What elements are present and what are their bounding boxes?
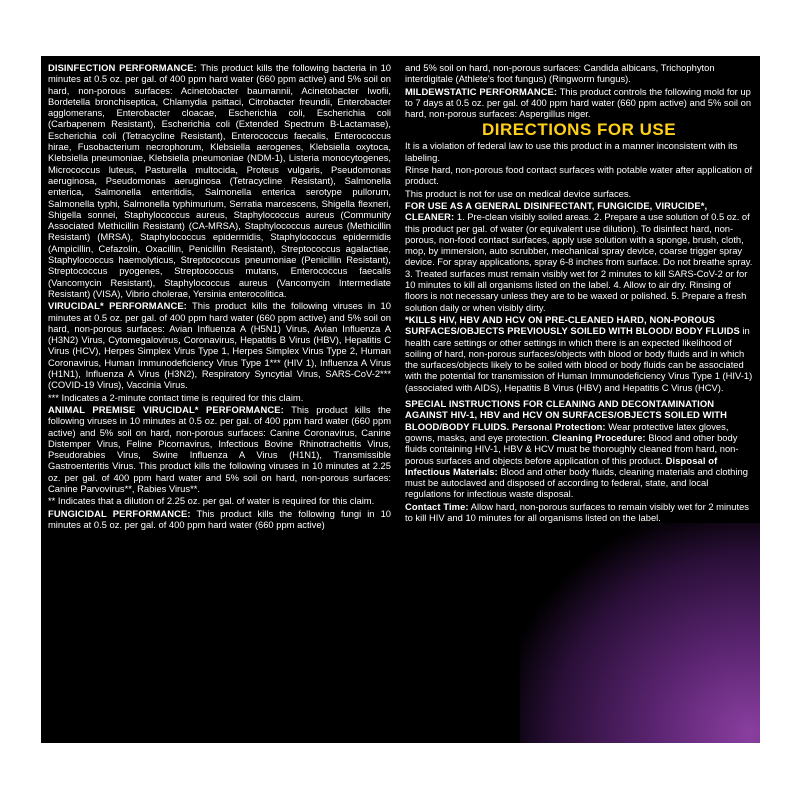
contact-time-text: Allow hard, non-porous surfaces to remain visibly wet for 2 minutes to kill HIV and 10 minutes for all organisms listed on the label. (405, 500, 749, 523)
mildewstatic-text: This product controls the following mold for up to 7 days at 0.5 oz. per gal. of 400 ppm hard water (660 ppm active) and 5% soil on hard, non-porous surfaces: Aspergillus niger. (405, 85, 752, 120)
hiv-claim-section (405, 314, 753, 393)
cleaning-procedure-heading: Cleaning Procedure: (549, 431, 646, 443)
contact-time-section (405, 501, 753, 524)
special-instructions-heading: SPECIAL INSTRUCTIONS FOR CLEANING AND DECONTAMINATION AGAINST HIV-1, HBV and HCV ON SURFACES/OBJECTS SOILED WITH BLOOD/BODY FLUIDS. (405, 398, 727, 432)
virucidal-section (48, 300, 391, 390)
personal-protection-text: Wear protective latex gloves, gowns, masks, and eye protection. (405, 420, 729, 443)
mildewstatic-section (405, 86, 753, 120)
disposal-heading: Disposal of Infectious Materials: (405, 454, 718, 477)
general-use-section (405, 200, 753, 313)
fungicidal-section (48, 508, 391, 531)
virucidal-heading: VIRUCIDAL* PERFORMANCE: (48, 300, 187, 312)
disinfection-text: This product kills the following bacteria in 10 minutes at 0.5 oz. per gal. of 400 ppm hard water (660 ppm active) and 5% soil on hard, non-porous surfaces: Acinetobacter baumannii, Acinetobacter lwofii, Bordetella bronchiseptica, Chlamydia psittaci, Citrobacter freundii, Enterobacter agglomerans, Enterobacter cloacae, Escherichia coli, Escherichia coli (Carbapenem Resistant), Escherichia coli (Extended Spectrum B-Lactamase), Escherichia coli (Tetracycline Resistant), Enterococcus faecalis, Enterococcus hirae, Fusobacterium necrophorum, Klebsiella aerogenes, Klebsiella oxytoca, Klebsiella pneumoniae, Klebsiella pneumoniae (NDM-1), Listeria monocytogenes, Micrococcus luteus, Pasturella multocida, Proteus vulgaris, Pseudomonas aeruginosa, Pseudomonas aeruginosa (Tetracycline Resistant), Salmonella enterica, Salmonella enteritidis, Salmonella enterica serotype pullorum, Salmonella typhi, Salmonella typhimurium, Serratia marcescens, Shigella flexneri, Shigella sonnei, Staphylococcus aureus, Staphylococcus aureus (Community Associated Methicillin Resistant) (CA-MRSA), Staphylococcus aureus (Methicillin Resistant) (MRSA), Staphylococcus epidermidis, Staphylococcus epidermidis (Ampicillin, Cefazolin, Oxacillin, Penicillin Resistant), Streptococcus agalactiae, Staphylococcus haemolyticus, Streptococcus pneumoniae (Penicillin Resistant), Streptococcus pyogenes, Streptococcus mutans, Enterococcus faecalis (Vancomycin Resistant), Staphylococcus aureus (Vancomycin Intermediate Resistant) (VISA), Vibrio cholerae, Yersinia enterocolitica. (48, 62, 391, 299)
animal-premise-text: This product kills the following viruses in 10 minutes at 0.5 oz. per gal. of 400 ppm hard water (660 ppm active) and 5% soil on hard, non-porous surfaces: Canine Coronavirus, Canine Distemper Virus, Feline Picornavirus, Infectious Bovine Rhinotracheitis Virus, Pseudorabies Virus, Swine Influenza A Virus (H1N1), Transmissible Gastroenteritis Virus. This product kills the following viruses in 10 minutes at 2.25 oz. per gal. of 400 ppm hard water and 5% soil on hard, non-porous surfaces: Canine Parvovirus**, Rabies Virus**. (48, 403, 392, 494)
personal-protection-heading: Personal Protection: (509, 420, 606, 432)
general-use-heading: FOR USE AS A GENERAL DISINFECTANT, FUNGICIDE, VIRUCIDE*, CLEANER: (405, 199, 708, 223)
virucidal-note: *** Indicates a 2-minute contact time is required for this claim. (48, 391, 304, 403)
rinse-instruction: Rinse hard, non-porous food contact surfaces with potable water after application of product. (405, 164, 753, 187)
fungicidal-heading: FUNGICIDAL PERFORMANCE: (48, 507, 191, 519)
animal-premise-note: ** Indicates that a dilution of 2.25 oz. per gal. of water is required for this claim. (48, 495, 375, 507)
special-instructions-section (405, 398, 753, 500)
contact-time-heading: Contact Time: (405, 500, 469, 512)
medical-device-notice: This product is not for use on medical device surfaces. (405, 187, 632, 199)
mildewstatic-heading: MILDEWSTATIC PERFORMANCE: (405, 85, 558, 97)
federal-law-notice: It is a violation of federal law to use this product in a manner inconsistent with its labeling. (405, 140, 738, 163)
left-column (48, 62, 391, 531)
general-use-text: 1. Pre-clean visibly soiled areas. 2. Prepare a use solution of 0.5 oz. of this product per gal. of water (or equivalent use dilution). To disinfect hard, non-porous, non-food contact surfaces, apply use solution with a sponge, brush, cloth, mop, by immersion, auto scrubber, mechanical spray device, coarse trigger spray device. For spray applications, spray 6-8 inches from surface. Do not breathe spray. 3. Treated surfaces must remain visibly wet for 2 minutes to kill SARS-CoV-2 or for 10 minutes to kill all organisms listed on the label. 4. Allow to air dry. Rinsing of floors is not necessary unless they are to be waxed or polished. 5. Prepare a fresh solution daily or when visibly dirty. (405, 211, 753, 313)
virucidal-text: This product kills the following viruses in 10 minutes at 0.5 oz. per gal. of 400 ppm hard water (660 ppm active) and 5% soil on hard, non-porous surfaces: Avian Influenza A (H5N1) Virus, Avian Influenza A (H3N2) Virus, Cytomegalovirus, Coronavirus, Hepatitis B Virus (HBV), Hepatitis C Virus (HCV), Herpes Simplex Virus Type 1, Herpes Simplex Virus Type 2, Human Coronavirus, Human Immunodeficiency Virus Type 1*** (HIV 1), Influenza A Virus (H1N1), Influenza A Virus (H3N2), Respiratory Syncytial Virus, SARS-CoV-2*** (COVID-19 Virus), Vaccinia Virus. (48, 300, 391, 391)
disinfection-heading: DISINFECTION PERFORMANCE: (48, 62, 197, 73)
fungicidal-continued: and 5% soil on hard, non-porous surfaces: Candida albicans, Trichophyton interdigitale (Athlete's foot fungus) (Ringworm fungus). (405, 62, 715, 85)
hiv-claim-text: in health care settings or other settings in which there is an expected likelihood of soiling of hard, non-porous surfaces/objects with blood or body fluids and in which the surfaces/objects likely to be soiled with blood or body fluids can be associated with the potential for transmission of Human Immunodeficiency Virus Type 1 (HIV-1) (associated with AIDS), Hepatitis B Virus (HBV) and Hepatitis C Virus (HCV). (405, 325, 753, 393)
animal-premise-heading: ANIMAL PREMISE VIRUCIDAL* PERFORMANCE: (48, 403, 284, 415)
hiv-claim-heading: *KILLS HIV, HBV AND HCV ON PRE-CLEANED HARD, NON-POROUS SURFACES/OBJECTS PREVIOUSLY SOILED WITH BLOOD/ BODY FLUIDS (405, 313, 740, 337)
fungicidal-text: This product kills the following fungi in 10 minutes at 0.5 oz. per gal. of 400 ppm hard water (660 ppm active) (48, 507, 391, 530)
directions-title: DIRECTIONS FOR USE (481, 120, 677, 140)
right-column (405, 62, 753, 524)
disposal-text: Blood and other body fluids, cleaning materials and clothing must be autoclaved and disposed of according to federal, state, and local regulations for infectious waste disposal. (405, 465, 748, 500)
purple-glow-decoration (520, 523, 760, 743)
disinfection-section (48, 62, 391, 299)
cleaning-procedure-text: Blood and other body fluids containing HIV-1, HBV & HCV must be thoroughly cleaned from hard, non-porous surfaces and objects before application of this product. (405, 431, 739, 466)
animal-premise-section (48, 404, 391, 494)
product-label-panel (41, 56, 760, 743)
